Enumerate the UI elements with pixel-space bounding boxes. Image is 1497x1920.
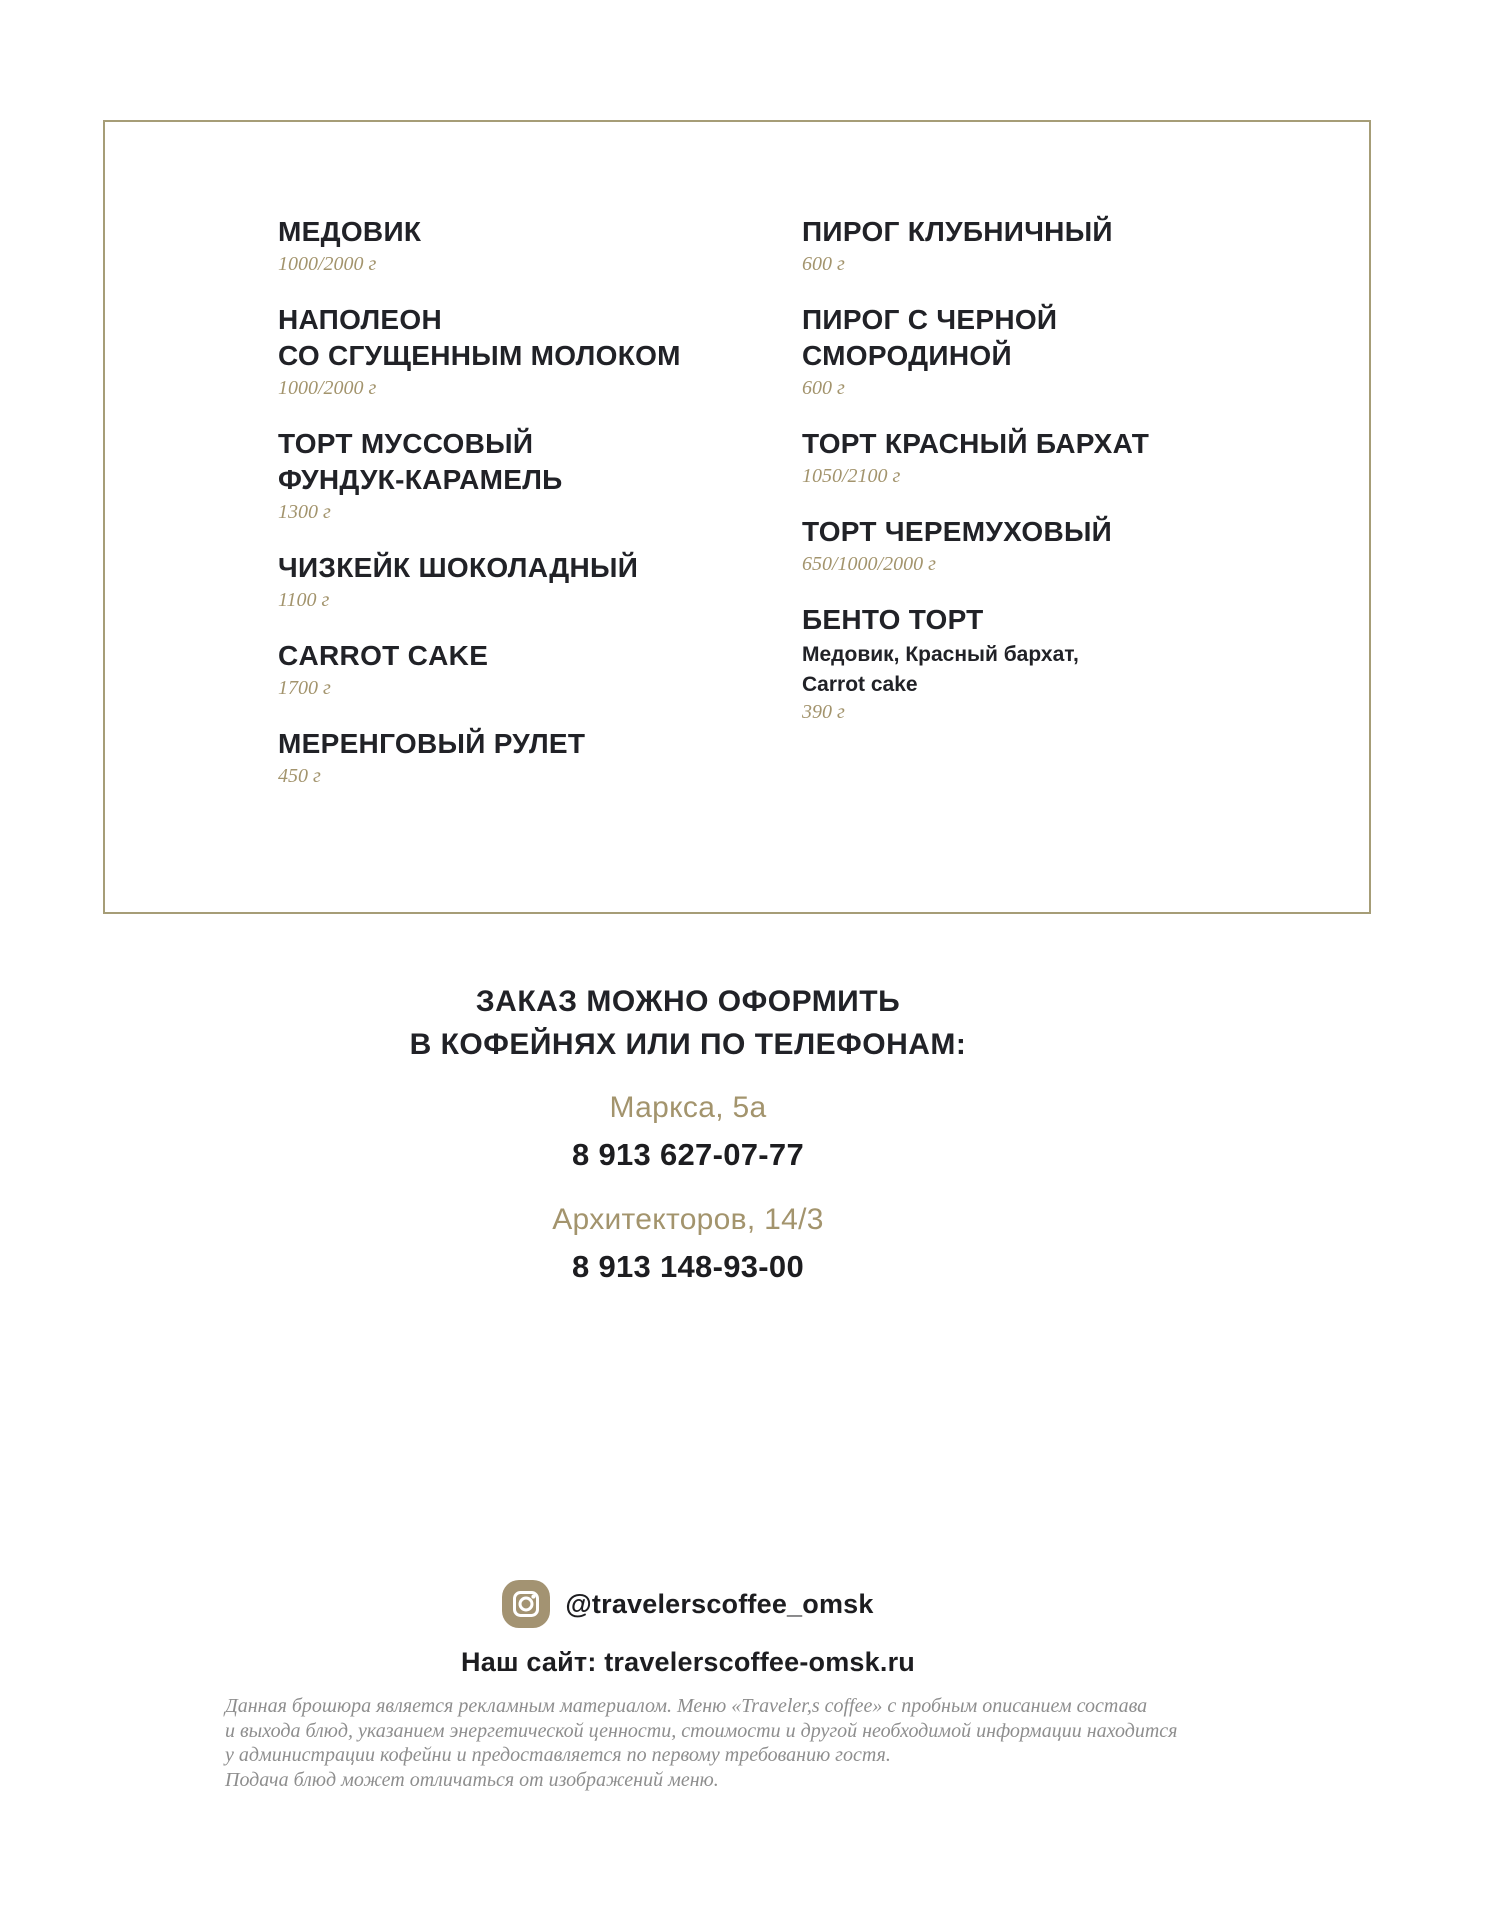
menu-item [278,550,758,614]
instagram-icon [502,1580,550,1628]
instagram-handle: @travelerscoffee_omsk [565,1588,874,1619]
location-arkhitektorov [0,1202,1376,1285]
menu-item-title: СО СГУЩЕННЫМ МОЛОКОМ [278,340,681,371]
order-heading [0,980,1376,1066]
menu-item [802,514,1282,578]
menu-item [802,302,1282,402]
disclaimer-line: Данная брошюра является рекламным материалом. Меню «Traveler,s coffee» с пробным описанием состава [225,1695,1148,1717]
menu-item-weight: 1050/2100 г [802,465,901,487]
order-section [0,980,1376,1285]
menu-item-title: НАПОЛЕОН [278,304,443,335]
menu-item-title: ПИРОГ С ЧЕРНОЙ [802,304,1058,335]
menu-item-description: Медовик, Красный бархат, [802,643,1079,666]
menu-item-weight: 1100 г [278,589,330,611]
menu-item-weight: 1700 г [278,677,331,699]
disclaimer-text [225,1694,1345,1792]
disclaimer-line: Подача блюд может отличаться от изображений меню. [225,1768,719,1791]
menu-box [103,120,1371,914]
instagram-row [0,1580,1376,1628]
menu-item-weight: 390 г [802,701,845,723]
menu-item-title: ТОРТ ЧЕРЕМУХОВЫЙ [802,516,1113,547]
menu-item [278,426,758,526]
menu-item-weight: 450 г [278,765,321,787]
menu-item-title: ТОРТ КРАСНЫЙ БАРХАТ [802,428,1150,459]
menu-item-title: МЕДОВИК [278,216,422,247]
order-heading-line1: ЗАКАЗ МОЖНО ОФОРМИТЬ [475,985,901,1018]
menu-item-description: Carrot cake [802,673,918,696]
menu-item [802,214,1282,278]
menu-item-title: CARROT CAKE [278,640,489,671]
menu-item-weight: 1000/2000 г [278,377,377,399]
disclaimer-line: и выхода блюд, указанием энергетической ценности, стоимости и другой необходимой информации находится [225,1719,1178,1742]
menu-column-right [802,214,1282,750]
menu-item-title: СМОРОДИНОЙ [802,340,1012,371]
menu-item-title: МЕРЕНГОВЫЙ РУЛЕТ [278,728,586,759]
location-address: Архитекторов, 14/3 [552,1203,824,1236]
location-address: Маркса, 5а [609,1091,767,1124]
menu-item-weight: 1000/2000 г [278,253,377,275]
menu-item [278,638,758,702]
location-phone: 8 913 627-07-77 [571,1137,805,1172]
menu-item-weight: 1300 г [278,501,331,523]
disclaimer-line: у администрации кофейни и предоставляется по первому требованию гостя. [225,1744,891,1766]
menu-item-weight: 600 г [802,253,845,275]
location-marksa [0,1090,1376,1173]
menu-item-title: БЕНТО ТОРТ [802,604,984,635]
menu-item [278,214,758,278]
location-phone: 8 913 148-93-00 [571,1249,805,1284]
menu-item [802,426,1282,490]
menu-item-title: ПИРОГ КЛУБНИЧНЫЙ [802,216,1113,247]
menu-item-weight: 650/1000/2000 г [802,553,936,575]
menu-item [278,726,758,790]
social-section [0,1580,1376,1678]
website-line: Наш сайт: travelerscoffee-omsk.ru [461,1647,915,1677]
menu-item-title: ЧИЗКЕЙК ШОКОЛАДНЫЙ [278,552,639,583]
menu-item [278,302,758,402]
menu-item-weight: 600 г [802,377,845,399]
menu-item [802,602,1282,726]
menu-item-title: ФУНДУК-КАРАМЕЛЬ [278,464,563,495]
menu-column-left [278,214,758,814]
order-heading-line2: В КОФЕЙНЯХ ИЛИ ПО ТЕЛЕФОНАМ: [409,1028,967,1061]
menu-item-title: ТОРТ МУССОВЫЙ [278,428,534,459]
